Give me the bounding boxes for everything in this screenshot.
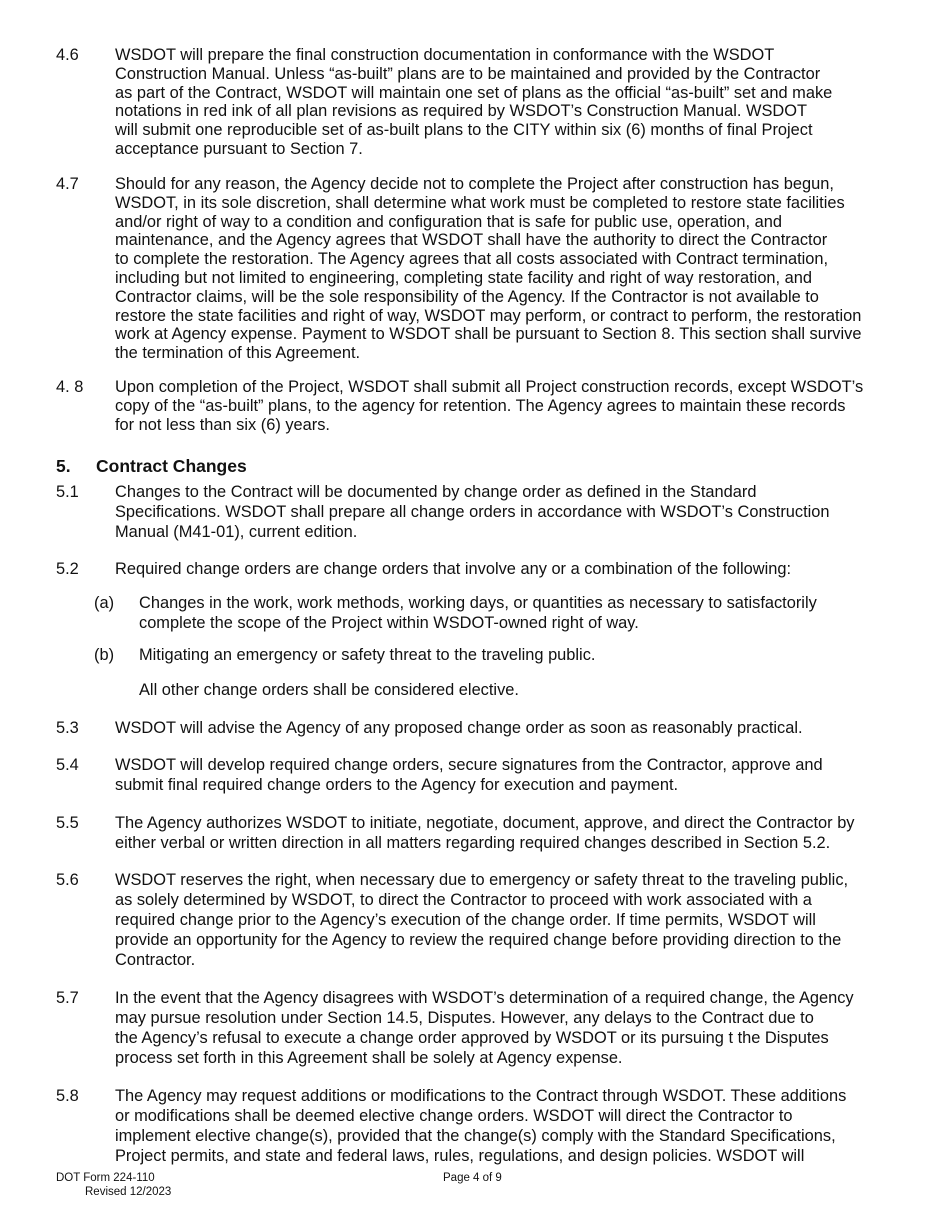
paragraph-number: 5.4 [56,756,79,774]
text-line: either verbal or written direction in all matters regarding required changes described in Section 5.2. [115,834,831,852]
sub-item-b [94,646,874,666]
text-line: provide an opportunity for the Agency to review the required change before providing direction to the [115,931,842,949]
text-line: In the event that the Agency disagrees with WSDOT’s determination of a required change, the Agency [115,989,854,1007]
paragraph-text [115,755,898,795]
text-line: notations in red ink of all plan revisions as required by WSDOT’s Construction Manual. WSDOT [115,102,808,121]
section-heading-contract-changes [56,456,247,477]
text-line: Manual (M41-01), current edition. [115,523,358,541]
paragraph-text [115,482,898,542]
paragraph-text [115,718,898,738]
text-line: acceptance pursuant to Section 7. [115,139,363,158]
text-line: WSDOT, in its sole discretion, shall determine what work must be completed to restore state facilities [115,193,845,212]
paragraph-number: 5.5 [56,814,79,832]
text-line: Contractor claims, will be the sole responsibility of the Agency. If the Contractor is not available to [115,287,819,306]
text-line: Upon completion of the Project, WSDOT shall submit all Project construction records, except WSDOT’s [115,378,864,396]
elective-note: All other change orders shall be considered elective. [139,681,519,699]
text-line: The Agency may request additions or modifications to the Contract through WSDOT. These additions [115,1087,847,1105]
text-line: as part of the Contract, WSDOT will maintain one set of plans as the official “as-built” set and make [115,83,833,102]
paragraph-text [115,813,898,853]
section-number: 5. [56,456,71,476]
paragraph-5-2 [56,559,898,579]
text-line: including but not limited to engineering, completing state facility and right of way restoration, and [115,268,813,287]
paragraph-number: 5.1 [56,483,79,501]
sub-item-label: (b) [94,646,115,664]
paragraph-number: 5.7 [56,989,79,1007]
text-line: Changes to the Contract will be documented by change order as defined in the Standard [115,483,757,501]
revision-date: Revised 12/2023 [85,1186,172,1198]
paragraph-5-1 [56,482,898,542]
text-line: WSDOT will advise the Agency of any proposed change order as soon as reasonably practical. [115,719,803,737]
paragraph-4-8 [56,378,898,434]
paragraph-number: 4. 8 [56,378,84,396]
paragraph-number: 5.2 [56,560,79,578]
paragraph-text [115,988,898,1068]
form-number: DOT Form 224-110 [56,1172,155,1184]
sub-item-text [139,594,874,633]
text-line: maintenance, and the Agency agrees that WSDOT shall have the authority to direct the Contractor [115,231,828,250]
paragraph-number: 5.3 [56,719,79,737]
text-line: Construction Manual. Unless “as-built” plans are to be maintained and provided by the Contractor [115,64,821,83]
text-line: to complete the restoration. The Agency agrees that all costs associated with Contract termination, [115,250,829,269]
paragraph-text [115,175,898,363]
text-line: Mitigating an emergency or safety threat to the traveling public. [139,646,596,664]
paragraph-number: 4.7 [56,175,79,193]
text-line: WSDOT reserves the right, when necessary due to emergency or safety threat to the traveling public, [115,871,849,889]
text-line: will submit one reproducible set of as-built plans to the CITY within six (6) months of final Project [115,121,813,140]
text-line: process set forth in this Agreement shall be solely at Agency expense. [115,1049,623,1067]
paragraph-4-7 [56,175,898,363]
text-line: required change prior to the Agency’s execution of the change order. If time permits, WSDOT will [115,911,816,929]
text-line: Specifications. WSDOT shall prepare all change orders in accordance with WSDOT’s Construction [115,503,830,521]
text-line: work at Agency expense. Payment to WSDOT shall be pursuant to Section 8. This section shall survive [115,325,862,344]
paragraph-text [115,559,898,579]
footer-form-info [56,1171,171,1199]
text-line: WSDOT will prepare the final construction documentation in conformance with the WSDOT [115,46,775,64]
paragraph-5-4 [56,755,898,795]
page-number: Page 4 of 9 [443,1172,502,1184]
text-line: complete the scope of the Project within WSDOT-owned right of way. [139,613,639,632]
paragraph-text [115,46,898,159]
text-line: or modifications shall be deemed elective change orders. WSDOT will direct the Contractor to [115,1107,793,1125]
text-line: Project permits, and state and federal laws, rules, regulations, and design policies. WSDOT will [115,1147,805,1165]
text-line: for not less than six (6) years. [115,415,330,434]
text-line: the termination of this Agreement. [115,344,361,363]
text-line: restore the state facilities and right of way, WSDOT may perform, or contract to perform, the restoration [115,306,862,325]
text-line: copy of the “as-built” plans, to the agency for retention. The Agency agrees to maintain these records [115,396,846,415]
text-line: may pursue resolution under Section 14.5, Disputes. However, any delays to the Contract due to [115,1009,814,1027]
sub-item-a [94,594,874,633]
paragraph-5-6 [56,870,898,970]
text-line: Should for any reason, the Agency decide not to complete the Project after construction has begun, [115,175,834,193]
text-line: The Agency authorizes WSDOT to initiate, negotiate, document, approve, and direct the Contractor by [115,814,855,832]
text-line: and/or right of way to a condition and configuration that is safe for public use, operation, and [115,212,782,231]
section-title: Contract Changes [96,456,247,476]
paragraph-5-3 [56,718,898,738]
paragraph-5-8 [56,1086,898,1166]
text-line: WSDOT will develop required change orders, secure signatures from the Contractor, approve and [115,756,823,774]
paragraph-number: 4.6 [56,46,79,64]
paragraph-text [115,378,898,434]
paragraph-4-6 [56,46,898,159]
paragraph-5-7 [56,988,898,1068]
text-line: implement elective change(s), provided that the change(s) comply with the Standard Specifications, [115,1127,836,1145]
paragraph-number: 5.6 [56,871,79,889]
paragraph-text [115,1086,898,1166]
sub-item-label: (a) [94,594,115,612]
paragraph-text [115,870,898,970]
text-line: submit final required change orders to the Agency for execution and payment. [115,776,679,794]
text-line: as solely determined by WSDOT, to direct the Contractor to proceed with work associated with a [115,891,812,909]
paragraph-5-5 [56,813,898,853]
text-line: Contractor. [115,951,196,969]
paragraph-number: 5.8 [56,1087,79,1105]
sub-item-text [139,646,874,666]
text-line: Changes in the work, work methods, working days, or quantities as necessary to satisfactorily [139,594,817,612]
text-line: the Agency’s refusal to execute a change order approved by WSDOT or its pursuing t the Disputes [115,1029,829,1047]
text-line: Required change orders are change orders that involve any or a combination of the following: [115,560,792,578]
